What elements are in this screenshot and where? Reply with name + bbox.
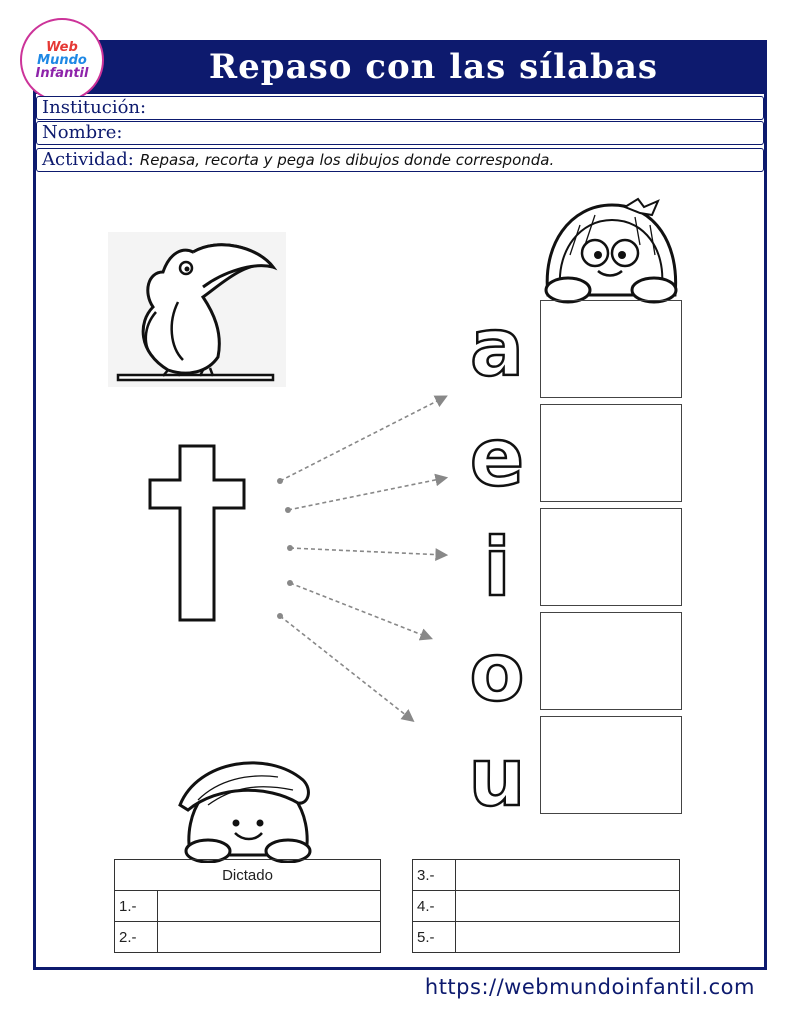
toucan-icon (108, 232, 286, 387)
dotted-arrows (270, 390, 455, 730)
page-title: Repaso con las sílabas (208, 47, 659, 87)
boy-character-icon (178, 755, 318, 863)
paste-box-e[interactable] (540, 404, 682, 502)
logo-line-1: Web (46, 39, 78, 55)
dictado-num-3: 3.- (413, 860, 456, 891)
institucion-field[interactable] (36, 96, 764, 120)
dictado-num-4: 4.- (413, 891, 456, 922)
vowel-i-letter: i (483, 521, 511, 605)
dictado-answer-5[interactable] (456, 922, 680, 953)
nombre-field[interactable] (36, 121, 764, 145)
dictado-answer-2[interactable] (158, 922, 381, 953)
vowel-e-letter: e (469, 411, 525, 504)
actividad-label: Actividad: (42, 149, 134, 170)
vowel-u (462, 725, 532, 820)
vowel-e (462, 410, 532, 505)
paste-box-a[interactable] (540, 300, 682, 398)
paste-box-u[interactable] (540, 716, 682, 814)
paste-box-o[interactable] (540, 612, 682, 710)
actividad-instructions: Repasa, recorta y pega los dibujos donde corresponda. (139, 151, 555, 169)
footer-url[interactable]: https://webmundoinfantil.com (424, 975, 755, 999)
dictado-title: Dictado (115, 860, 381, 891)
actividad-field (36, 148, 764, 172)
dictado-num-5: 5.- (413, 922, 456, 953)
vowel-u-letter: u (468, 731, 526, 820)
consonant-outline-t (148, 444, 246, 624)
institucion-label: Institución: (42, 97, 147, 118)
nombre-label: Nombre: (42, 122, 123, 143)
girl-character-icon (540, 195, 682, 305)
logo-line-2: Mundo (37, 52, 87, 68)
dictado-table-right (412, 859, 680, 953)
vowel-a (462, 305, 532, 400)
vowel-a-letter: a (470, 305, 524, 394)
dictado-table-left (114, 859, 381, 953)
dictado-num-2: 2.- (115, 922, 158, 953)
dictado-num-1: 1.- (115, 891, 158, 922)
dictado-answer-3[interactable] (456, 860, 680, 891)
vowel-o (462, 625, 532, 720)
logo-line-3: Infantil (35, 65, 89, 81)
dictado-answer-1[interactable] (158, 891, 381, 922)
brand-logo (20, 18, 104, 102)
dictado-answer-4[interactable] (456, 891, 680, 922)
paste-box-i[interactable] (540, 508, 682, 606)
vowel-o-letter: o (469, 626, 525, 719)
vowel-i (462, 510, 532, 605)
